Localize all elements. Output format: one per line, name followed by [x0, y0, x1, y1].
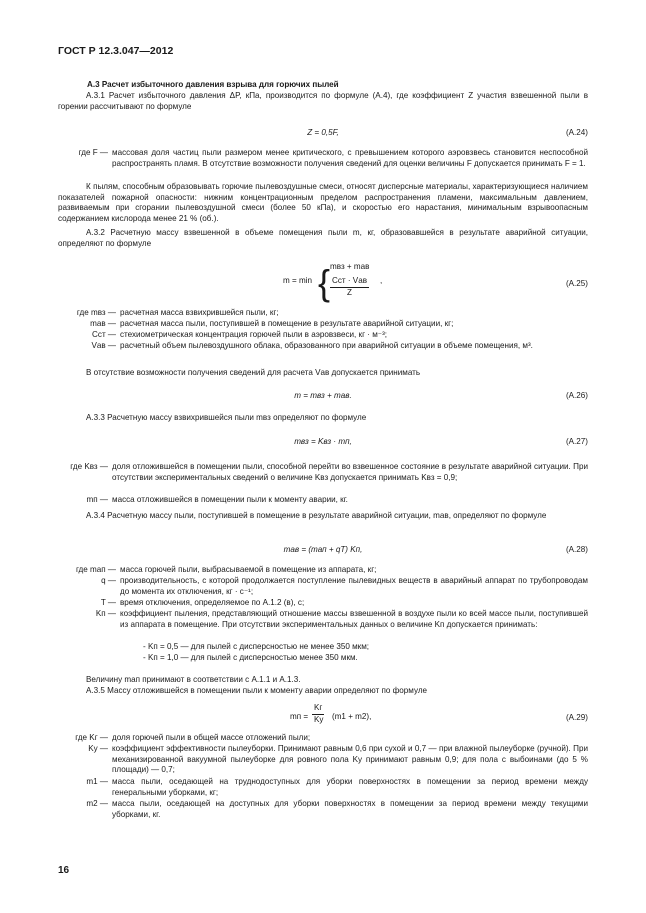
definition-body: коэффициент пыления, представляющий отношение массы взвешенной в воздухе пыли ко всей массе пыли, поступившей из аппарата в помещение. При отсутствии экспериментальных данных о величине Kп допускается принимать: [120, 609, 588, 629]
definition-body: массовая доля частиц пыли размером менее критического, с превышением которого аэровзвесь становится неспособной распространять пламя. В отсутствие возможности получения сведений для оценки величины F допускается принимать F = 1. [112, 148, 588, 168]
equation-number-a29: (А.29) [565, 713, 588, 722]
equation-a29 [290, 703, 430, 731]
definitions-a27 [58, 462, 588, 506]
definition-row [58, 495, 588, 506]
definition-body: время отключения, определяемое по А.1.2 (в), с; [120, 598, 305, 607]
equation-a24: Z = 0,5F, [307, 128, 339, 137]
definition-row [58, 576, 588, 598]
definition-row [58, 598, 588, 609]
equation-number-a27: (А.27) [565, 437, 588, 446]
page-number: 16 [58, 865, 70, 876]
paragraph-vav: В отсутствие возможности получения сведений для расчета Vав допускается принимать [86, 368, 421, 377]
definition-body: доля горючей пыли в общей массе отложений пыли; [112, 733, 311, 742]
definition-row [58, 733, 588, 744]
equation-fraction-numerator: Cст · Vав [330, 276, 369, 288]
definition-body: производительность, с которой продолжается поступление пылевидных веществ в аварийный аппарат по трубопроводам до момента их отключения, кг · с⁻¹; [120, 576, 588, 596]
definition-term: Cст — [92, 330, 116, 339]
definition-term: где Kвз — [70, 462, 108, 471]
definition-row [58, 330, 588, 341]
definition-term: где mвз — [76, 308, 116, 317]
definitions-a25 [58, 308, 588, 363]
equation-lhs: mп = [290, 712, 309, 721]
definition-term: где F — [78, 148, 108, 157]
paragraph-dusts: К пылям, способным образовывать горючие пылевоздушные смеси, относят дисперсные материалы, характеризующиеся наличием показателей пожарной опасности: нижним концентрационным пределом распространения пламени, максимальным давлением, развиваемым при сгорании пылевоздушной смеси (более 50 кПа), и скоростью его нарастания, минимальным взрывоопасным содержанием кислорода менее 21 % (об.). [58, 182, 588, 223]
definition-row [58, 341, 588, 363]
equation-a28: mав = (mап + qT) Kп, [283, 545, 363, 554]
definition-term: m2 — [86, 799, 108, 808]
definition-row [58, 462, 588, 495]
definition-row [58, 744, 588, 777]
definition-row [58, 565, 588, 576]
definitions-a29 [58, 733, 588, 821]
definition-term: mав — [90, 319, 116, 328]
definition-row [58, 609, 588, 642]
definition-row [58, 308, 588, 319]
definition-F [58, 148, 588, 169]
equation-comma: , [380, 276, 383, 285]
equation-fraction-numerator: Kг [312, 703, 324, 715]
definition-term: q — [101, 576, 116, 585]
definition-term: Vав — [91, 341, 116, 350]
equation-number-a25: (А.25) [565, 279, 588, 288]
definition-term: m1 — [86, 777, 108, 786]
definition-body: масса горючей пыли, выбрасываемой в помещение из аппарата, кг; [120, 565, 377, 574]
definition-body: масса отложившейся в помещении пыли к моменту аварии, кг. [112, 495, 348, 504]
equation-fraction-denominator: Kу [314, 715, 324, 724]
definition-term: Kп — [95, 609, 116, 618]
definition-body: стехиометрическая концентрация горючей пыли в аэровзвеси, кг · м⁻³; [120, 330, 388, 339]
equation-number-a24: (А.24) [565, 128, 588, 137]
equation-a26: m = mвз + mав. [294, 391, 352, 400]
equation-number-a26: (А.26) [565, 391, 588, 400]
equation-a27: mвз = Kвз · mп, [294, 437, 352, 446]
section-title: А.3 Расчет избыточного давления взрыва для горючих пылей [87, 80, 339, 89]
paragraph-a33: А.3.3 Расчетную массу взвихрившейся пыли mвз определяют по формуле [86, 413, 367, 422]
equation-a25 [283, 259, 423, 303]
definition-body: расчетный объем пылевоздушного облака, образованного при аварийной ситуации в объеме помещения, м³. [120, 341, 533, 350]
definition-body: коэффициент эффективности пылеуборки. Принимают равным 0,6 при сухой и 0,7 — при влажной пылеуборке (ручной). При механизированной вакуумной пылеуборке для ровного пола Kу принимают равным 0,9; для пола с выбоинами (до 5 % площади) — 0,7; [112, 744, 588, 775]
definition-body: масса пыли, оседающей на доступных для уборки поверхностях в помещении за период времени между текущими уборками, кг. [112, 799, 588, 819]
definition-body: расчетная масса взвихрившейся пыли, кг; [120, 308, 279, 317]
definition-body: расчетная масса пыли, поступившей в помещение в результате аварийной ситуации, кг; [120, 319, 454, 328]
definition-row [58, 319, 588, 330]
paragraph-a31: А.3.1 Расчет избыточного давления ΔP, кПа, производится по формуле (А.4), где коэффициент Z участия взвешенной пыли в горении рассчитывают по формуле [58, 91, 588, 111]
definition-term: где Kг — [75, 733, 108, 742]
definition-row [58, 777, 588, 799]
definition-row [58, 799, 588, 821]
equation-option-top: mвз + mав [330, 262, 370, 271]
equation-lhs: m = min [283, 276, 313, 285]
definition-body: доля отложившейся в помещении пыли, способной перейти во взвешенное состояние в результате аварийной ситуации. При отсутствии экспериментальных сведений о величине Kвз допускается принимать Kвз = 0,9; [112, 462, 588, 482]
definitions-a28 [58, 565, 588, 664]
definition-term: T — [100, 598, 116, 607]
definition-term: где mап — [75, 565, 116, 574]
paragraph-a35: А.3.5 Массу отложившейся в помещении пыли к моменту аварии определяют по формуле [86, 686, 428, 695]
definition-body: масса пыли, оседающей на труднодоступных для уборки поверхностях в помещении за период времени между генеральными уборками, кг; [112, 777, 588, 797]
paragraph-a32: А.3.2 Расчетную массу взвешенной в объеме помещения пыли m, кг, образовавшейся в результате аварийной ситуации, определяют по формуле [58, 228, 588, 248]
paragraph-a34: А.3.4 Расчетную массу пыли, поступившей в помещение в результате аварийной ситуации, mав, определяют по формуле [86, 511, 547, 520]
equation-number-a28: (А.28) [565, 545, 588, 554]
definition-term: Kу — [88, 744, 108, 753]
document-header: ГОСТ Р 12.3.047—2012 [58, 45, 174, 57]
equation-fraction-denominator: Z [347, 288, 352, 297]
list-item: - Kп = 1,0 — для пылей с дисперсностью менее 350 мкм. [143, 653, 358, 662]
paragraph-map: Величину mап принимают в соответствии с А.1.1 и А.1.3. [86, 675, 301, 684]
equation-rhs: (m1 + m2), [332, 712, 372, 721]
list-item: - Kп = 0,5 — для пылей с дисперсностью не менее 350 мкм; [143, 642, 370, 651]
brace-symbol: { [318, 262, 331, 303]
definition-term: mп — [86, 495, 108, 504]
